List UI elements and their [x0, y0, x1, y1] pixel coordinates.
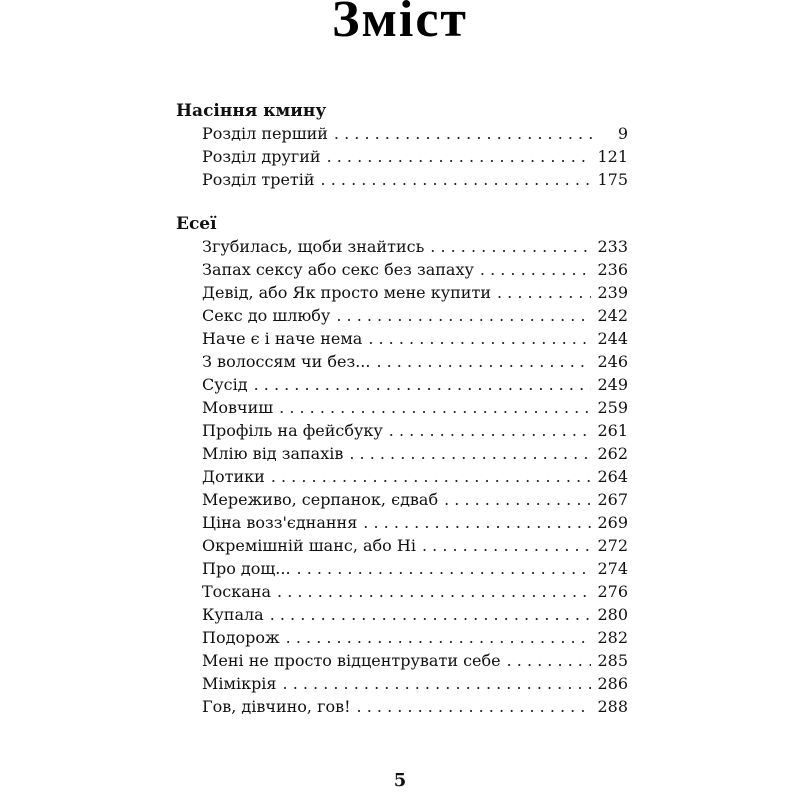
toc-entry[interactable]: [176, 534, 628, 557]
toc-entry[interactable]: [176, 327, 628, 350]
toc-entry[interactable]: [176, 145, 628, 168]
toc-entry-label: Розділ другий: [202, 147, 321, 166]
toc-entry[interactable]: [176, 419, 628, 442]
toc-entry-page: 288: [597, 697, 628, 716]
toc-entry-page: 233: [597, 237, 628, 256]
dot-leader: [349, 442, 591, 465]
toc-entry[interactable]: [176, 350, 628, 373]
toc-entry[interactable]: [176, 695, 628, 718]
toc-entry-label: Подорож: [202, 628, 280, 647]
dot-leader: [283, 672, 592, 695]
toc-entry-page: 267: [597, 490, 628, 509]
toc-entry[interactable]: [176, 626, 628, 649]
toc-entry-page: 264: [597, 467, 628, 486]
toc-entry[interactable]: [176, 511, 628, 534]
toc-entry-page: 282: [597, 628, 628, 647]
toc-entry[interactable]: [176, 373, 628, 396]
section-title: Есеї: [176, 214, 217, 234]
toc-entry-label: Наче є і наче нема: [202, 329, 363, 348]
toc-entry-page: 272: [597, 536, 628, 555]
dot-leader: [334, 122, 592, 145]
toc-entry[interactable]: [176, 442, 628, 465]
toc-entry-label: Мовчиш: [202, 398, 274, 417]
dot-leader: [321, 168, 592, 191]
dot-leader: [376, 350, 591, 373]
page-title: Зміст: [332, 0, 468, 48]
toc-entry[interactable]: [176, 396, 628, 419]
dot-leader: [363, 511, 591, 534]
dot-leader: [368, 327, 591, 350]
toc-entry-label: Тоскана: [202, 582, 272, 601]
dot-leader: [336, 304, 591, 327]
dot-leader: [327, 145, 592, 168]
toc-entry-page: 269: [597, 513, 628, 532]
toc-entry-page: 246: [597, 352, 628, 371]
toc-section-seeds: [176, 100, 628, 191]
toc-entry[interactable]: [176, 580, 628, 603]
toc-entry-label: Про дощ...: [202, 559, 291, 578]
toc-entry-label: Розділ перший: [202, 124, 328, 143]
dot-leader: [422, 534, 591, 557]
toc-entry-label: Мені не просто відцентрувати себе: [202, 651, 501, 670]
toc-entry-label: З волоссям чи без...: [202, 352, 371, 371]
dot-leader: [507, 649, 592, 672]
toc-entry-label: Ціна возз'єднання: [202, 513, 358, 532]
toc-entry[interactable]: [176, 122, 628, 145]
toc-entry-page: 239: [597, 283, 628, 302]
toc-entry-label: Гов, дівчино, гов!: [202, 697, 351, 716]
toc-entry-page: 262: [597, 444, 628, 463]
toc-entry-label: Мімікрія: [202, 674, 277, 693]
toc-entry-label: Окремішній шанс, або Ні: [202, 536, 416, 555]
toc-entry-page: 249: [597, 375, 628, 394]
section-title: Насіння кмину: [176, 101, 327, 121]
toc-entry-label: Розділ третій: [202, 170, 315, 189]
toc-entry-label: Секс до шлюбу: [202, 306, 331, 325]
toc-section-essays: [176, 213, 628, 718]
toc-entry[interactable]: [176, 672, 628, 695]
toc-entry[interactable]: [176, 258, 628, 281]
toc-entry-label: Млію від запахів: [202, 444, 344, 463]
dot-leader: [480, 258, 592, 281]
toc-entry-page: 9: [617, 124, 628, 143]
toc-entry-label: Згубилась, щоби знайтись: [202, 237, 425, 256]
toc-entry[interactable]: [176, 603, 628, 626]
toc-entry[interactable]: [176, 235, 628, 258]
page-number: 5: [393, 770, 407, 791]
dot-leader: [271, 465, 592, 488]
toc-entry-page: 175: [597, 170, 628, 189]
dot-leader: [430, 235, 591, 258]
toc-entry-label: Запах сексу або секс без запаху: [202, 260, 474, 279]
toc-entry-page: 261: [597, 421, 628, 440]
dot-leader: [270, 603, 592, 626]
toc-entry-page: 280: [597, 605, 628, 624]
toc-entry[interactable]: [176, 304, 628, 327]
dot-leader: [254, 373, 592, 396]
dot-leader: [444, 488, 591, 511]
toc-entry-page: 121: [597, 147, 628, 166]
dot-leader: [297, 557, 592, 580]
toc-entry-page: 276: [597, 582, 628, 601]
toc-entry-label: Профіль на фейсбуку: [202, 421, 383, 440]
toc-entry-page: 244: [597, 329, 628, 348]
toc-entry[interactable]: [176, 168, 628, 191]
toc-entry-page: 242: [597, 306, 628, 325]
toc-entry[interactable]: [176, 557, 628, 580]
toc-entry-label: Сусід: [202, 375, 248, 394]
toc-entry[interactable]: [176, 281, 628, 304]
dot-leader: [279, 396, 591, 419]
toc-entry-label: Дотики: [202, 467, 265, 486]
toc-entry-page: 274: [597, 559, 628, 578]
toc-entry[interactable]: [176, 488, 628, 511]
toc-entry-label: Девід, або Як просто мене купити: [202, 283, 491, 302]
dot-leader: [277, 580, 591, 603]
dot-leader: [286, 626, 592, 649]
toc-entry-page: 236: [597, 260, 628, 279]
dot-leader: [389, 419, 592, 442]
dot-leader: [497, 281, 591, 304]
toc-entry[interactable]: [176, 649, 628, 672]
toc-entry-page: 285: [597, 651, 628, 670]
toc-entry-page: 286: [597, 674, 628, 693]
table-of-contents: [176, 100, 628, 718]
toc-entry-label: Купала: [202, 605, 264, 624]
section-spacer: [176, 191, 628, 213]
toc-entry-page: 259: [597, 398, 628, 417]
toc-entry-label: Мереживо, серпанок, єдваб: [202, 490, 439, 509]
toc-entry[interactable]: [176, 465, 628, 488]
dot-leader: [357, 695, 592, 718]
